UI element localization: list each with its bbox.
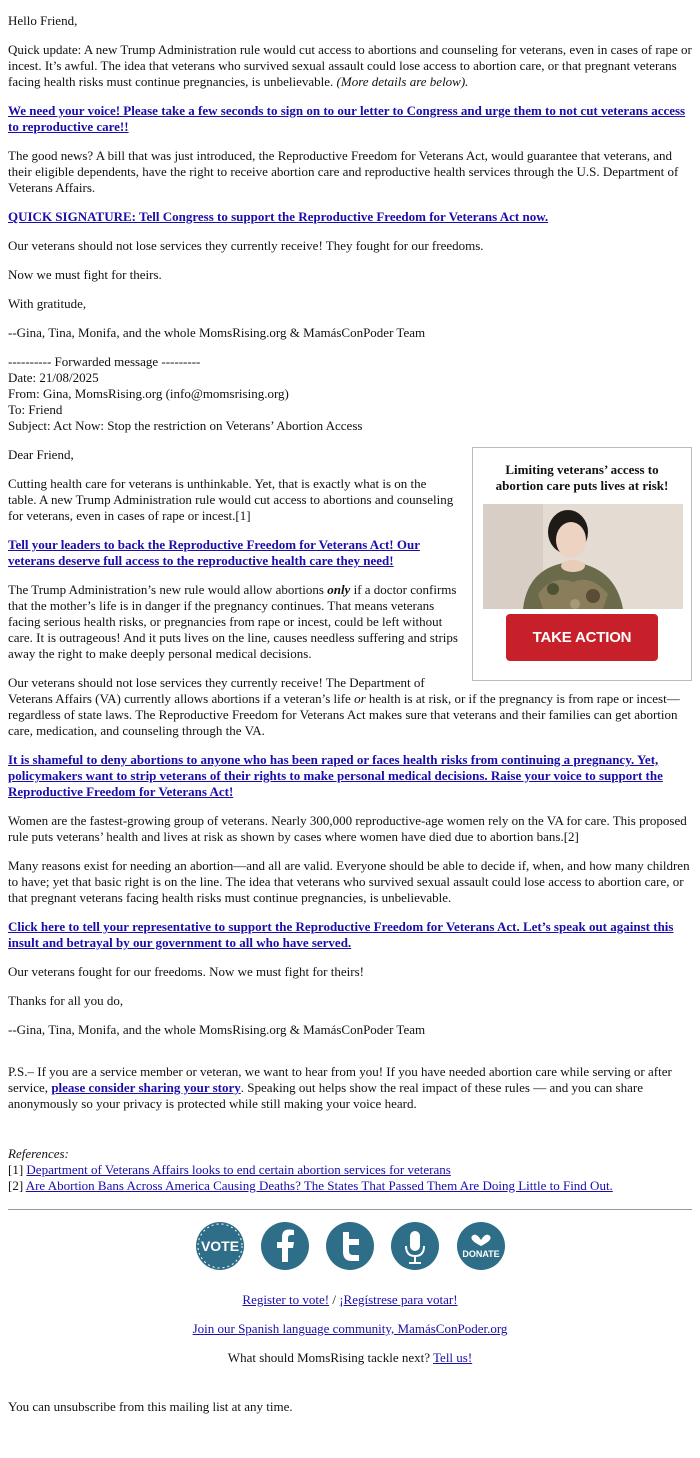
tackle-line: [8, 1350, 692, 1366]
body-signature: --Gina, Tina, Monifa, and the whole MomsRising.org & MamásConPoder Team: [8, 1022, 426, 1037]
veteran-photo-illustration: [483, 504, 683, 609]
vote-icon[interactable]: [196, 1222, 244, 1270]
p3-text-b: health is at risk, or if the pregnancy is from rape or incest—regardless of state laws. The Reproductive Freedom for Veterans Act makes sure that veterans and their families can get abortion care, medication, and counseling through the VA.: [8, 691, 680, 738]
forwarded-to: To: Friend: [8, 402, 63, 417]
veterans-paragraph: Our veterans should not lose services they currently receive! They fought for our freedoms.: [8, 238, 484, 253]
signature: --Gina, Tina, Monifa, and the whole MomsRising.org & MamásConPoder Team: [8, 325, 426, 340]
ref-1-number: [1]: [8, 1162, 24, 1177]
register-separator: /: [329, 1292, 340, 1307]
sidebar-title: Limiting veterans’ access to abortion care puts lives at risk!: [495, 462, 669, 493]
body-paragraph-1: Cutting health care for veterans is unthinkable. Yet, that is exactly what is on the table. A new Trump Administration rule would cut access to abortions and counseling for veterans, even in cases of rape or incest.[1]: [8, 476, 454, 523]
quick-signature-para: [8, 209, 692, 225]
references-label: [8, 1146, 692, 1162]
fight-paragraph: Now we must fight for theirs.: [8, 267, 162, 282]
p3-emphasis: or: [354, 691, 366, 706]
twitter-icon[interactable]: [326, 1222, 374, 1270]
intro-paragraph: [8, 42, 692, 90]
body-paragraph-4: Women are the fastest-growing group of veterans. Nearly 300,000 reproductive-age women rely on the VA for care. This proposed rule puts veterans’ health and lives at risk as shown by cases where women have died due to abortion bans.[2]: [8, 813, 687, 844]
donate-icon[interactable]: [457, 1222, 505, 1270]
references-label-text: References:: [8, 1146, 69, 1161]
good-news-paragraph: The good news? A bill that was just introduced, the Reproductive Freedom for Veterans Act, would guarantee that veterans, and their eligible dependents, have the right to receive abortion care and reproductive health services through the U.S. Department of Veterans Affairs.: [8, 148, 679, 195]
take-action-button[interactable]: TAKE ACTION: [506, 614, 658, 661]
donate-icon-label: DONATE: [461, 1249, 500, 1259]
body-paragraph-6: Our veterans fought for our freedoms. Now we must fight for theirs!: [8, 964, 364, 979]
ps-text-a: P.S.– If you are a service member or veteran, we want to hear from you! If you have needed abortion care while serving or after service,: [8, 1064, 672, 1095]
spanish-line: [8, 1321, 692, 1337]
p2-emphasis: only: [327, 582, 351, 597]
action-sidebar: [472, 447, 692, 681]
quick-signature-link[interactable]: QUICK SIGNATURE: Tell Congress to support the Reproductive Freedom for Veterans Act now.: [8, 209, 549, 224]
register-link[interactable]: Register to vote!: [242, 1292, 330, 1307]
spanish-community-link[interactable]: Join our Spanish language community, MamásConPoder.org: [192, 1321, 508, 1336]
registrese-link[interactable]: ¡Regístrese para votar!: [339, 1292, 458, 1307]
dear-friend: Dear Friend,: [8, 447, 74, 462]
tell-us-link[interactable]: Tell us!: [433, 1350, 473, 1365]
forwarded-header: [8, 354, 692, 434]
gratitude: With gratitude,: [8, 296, 87, 311]
intro-italic: (More details are below).: [336, 74, 469, 89]
references: [8, 1146, 692, 1194]
tackle-text: What should MomsRising tackle next?: [227, 1350, 434, 1365]
reference-1-link[interactable]: Department of Veterans Affairs looks to end certain abortion services for veterans: [26, 1162, 451, 1177]
greeting: Hello Friend,: [8, 13, 78, 28]
ps-text-b: . Speaking out helps show the real impact of these rules — and you can share anonymously so your privacy is protected while still making your voice heard.: [8, 1080, 643, 1111]
back-act-link[interactable]: Tell your leaders to back the Reproductive Freedom for Veterans Act! Our veterans deserve full access to the reproductive health care they need!: [8, 537, 420, 568]
veteran-photo: [483, 504, 683, 609]
p2-text-a: The Trump Administration’s new rule would allow abortions: [8, 582, 328, 597]
forwarded-date: Date: 21/08/2025: [8, 370, 99, 385]
register-line: [8, 1292, 692, 1308]
body-link-2-para: [8, 752, 692, 800]
ref-2-number: [2]: [8, 1178, 24, 1193]
social-icons: [8, 1222, 692, 1272]
body-link-3-para: [8, 919, 692, 951]
shameful-link[interactable]: It is shameful to deny abortions to anyone who has been raped or faces health risks from continuing a pregnancy. Yet, policymakers want to strip veterans of their rights to make personal medical decisions. Raise your voice to support the Reproductive Freedom for Veterans Act!: [8, 752, 663, 799]
forwarded-from: From: Gina, MomsRising.org (info@momsrising.org): [8, 386, 289, 401]
intro-text: Quick update: A new Trump Administration rule would cut access to abortions and counseling for veterans, even in cases of rape or incest. It’s awful. The idea that veterans who survived sexual assault could lose access to abortion care, or that pregnant veterans facing health risks must continue pregnancies, is unbelievable.: [8, 42, 692, 89]
reference-1: [8, 1162, 692, 1178]
p2-text-b: if a doctor confirms that the mother’s life is in danger if the pregnancy continues. That means veterans facing serious health risks, or pregnancies from rape or incest, could be left without care. It is outrageous! And it puts lives on the line, causes needless suffering and strips away the right to make deeply personal medical decisions.: [8, 582, 458, 661]
body-paragraph-3: [8, 675, 692, 739]
share-story-link[interactable]: please consider sharing your story: [51, 1080, 241, 1095]
ps-paragraph: [8, 1064, 692, 1112]
sign-letter-link[interactable]: We need your voice! Please take a few seconds to sign on to our letter to Congress and urge them to not cut veterans access to reproductive care!!: [8, 103, 686, 134]
forwarded-title: ---------- Forwarded message ---------: [8, 354, 201, 369]
reference-2: [8, 1178, 692, 1194]
reference-2-link[interactable]: Are Abortion Bans Across America Causing Deaths? The States That Passed Them Are Doing Little to Find Out.: [25, 1178, 613, 1193]
forwarded-subject: Subject: Act Now: Stop the restriction on Veterans’ Abortion Access: [8, 418, 363, 433]
footer-divider: [8, 1209, 692, 1210]
body-paragraph-5: Many reasons exist for needing an abortion—and all are valid. Everyone should be able to decide if, when, and how many children to have; yet that basic right is on the line. The idea that veterans who survived sexual assault could lose access to abortion care, or that pregnant veterans facing health risks must continue pregnancies, is unbelievable.: [8, 858, 690, 905]
microphone-icon[interactable]: [391, 1222, 439, 1270]
p3-text-a: Our veterans should not lose services they currently receive! The Department of Veterans Affairs (VA) currently allows abortions if a veteran’s life: [8, 675, 425, 706]
representative-link[interactable]: Click here to tell your representative to support the Reproductive Freedom for Veterans Act. Let’s speak out against this insult and betrayal by our government to all who have served.: [8, 919, 674, 950]
vote-icon-label: VOTE: [200, 1238, 239, 1254]
facebook-icon[interactable]: [261, 1222, 309, 1270]
intro-link-para: [8, 103, 692, 135]
unsubscribe-note: You can unsubscribe from this mailing list at any time.: [8, 1399, 293, 1414]
thanks: Thanks for all you do,: [8, 993, 124, 1008]
